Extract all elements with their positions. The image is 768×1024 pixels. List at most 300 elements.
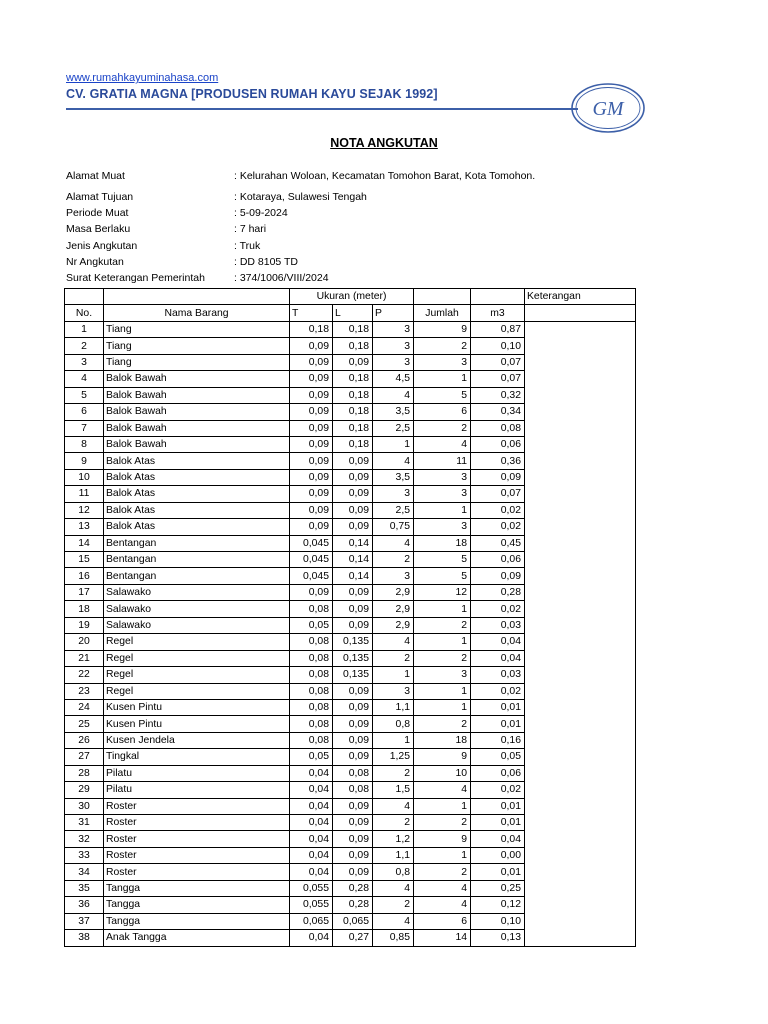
header-cell xyxy=(414,289,471,305)
cell-p: 4 xyxy=(373,880,414,896)
cell-p: 4 xyxy=(373,387,414,403)
cell-m3: 0,01 xyxy=(471,815,525,831)
cell-t: 0,09 xyxy=(290,453,333,469)
cell-l: 0,09 xyxy=(333,486,373,502)
cell-no: 8 xyxy=(65,436,104,452)
cell-p: 2 xyxy=(373,815,414,831)
table-row xyxy=(65,831,636,847)
cell-keterangan xyxy=(525,864,636,880)
cell-l: 0,09 xyxy=(333,798,373,814)
cell-t: 0,08 xyxy=(290,699,333,715)
cell-keterangan xyxy=(525,519,636,535)
cell-p: 2,9 xyxy=(373,601,414,617)
cell-keterangan xyxy=(525,338,636,354)
svg-text:GM: GM xyxy=(592,98,624,120)
cell-t: 0,045 xyxy=(290,552,333,568)
cell-l: 0,09 xyxy=(333,831,373,847)
cell-nama: Roster xyxy=(104,798,290,814)
cell-m3: 0,03 xyxy=(471,667,525,683)
cell-m3: 0,01 xyxy=(471,699,525,715)
cell-keterangan xyxy=(525,897,636,913)
cell-l: 0,08 xyxy=(333,765,373,781)
cell-jumlah: 1 xyxy=(414,683,471,699)
cell-nama: Roster xyxy=(104,847,290,863)
cell-no: 16 xyxy=(65,568,104,584)
cell-m3: 0,13 xyxy=(471,930,525,946)
header-ukuran: Ukuran (meter) xyxy=(290,289,414,305)
cell-t: 0,04 xyxy=(290,831,333,847)
cell-keterangan xyxy=(525,469,636,485)
table-row xyxy=(65,864,636,880)
cell-t: 0,065 xyxy=(290,913,333,929)
cell-nama: Regel xyxy=(104,650,290,666)
cell-t: 0,05 xyxy=(290,617,333,633)
cell-nama: Balok Atas xyxy=(104,469,290,485)
cell-nama: Roster xyxy=(104,864,290,880)
cell-t: 0,05 xyxy=(290,749,333,765)
cell-keterangan xyxy=(525,749,636,765)
cell-jumlah: 5 xyxy=(414,552,471,568)
cell-no: 24 xyxy=(65,699,104,715)
cell-nama: Salawako xyxy=(104,617,290,633)
table-row xyxy=(65,436,636,452)
cell-t: 0,09 xyxy=(290,502,333,518)
cell-t: 0,08 xyxy=(290,716,333,732)
table-row xyxy=(65,535,636,551)
cell-keterangan xyxy=(525,404,636,420)
cell-t: 0,18 xyxy=(290,321,333,337)
table-row xyxy=(65,387,636,403)
info-label: Alamat Tujuan xyxy=(66,191,134,203)
cell-no: 28 xyxy=(65,765,104,781)
header-cell xyxy=(65,289,104,305)
cell-keterangan xyxy=(525,880,636,896)
table-row xyxy=(65,930,636,946)
cell-keterangan xyxy=(525,354,636,370)
cell-l: 0,065 xyxy=(333,913,373,929)
cell-keterangan xyxy=(525,765,636,781)
cell-jumlah: 3 xyxy=(414,519,471,535)
cell-l: 0,09 xyxy=(333,502,373,518)
cell-nama: Salawako xyxy=(104,601,290,617)
cell-t: 0,09 xyxy=(290,338,333,354)
cell-m3: 0,01 xyxy=(471,798,525,814)
cell-m3: 0,10 xyxy=(471,913,525,929)
cell-no: 34 xyxy=(65,864,104,880)
cell-no: 27 xyxy=(65,749,104,765)
cell-p: 1,5 xyxy=(373,782,414,798)
cell-keterangan xyxy=(525,634,636,650)
cell-l: 0,09 xyxy=(333,354,373,370)
info-label: Masa Berlaku xyxy=(66,223,131,235)
cell-keterangan xyxy=(525,568,636,584)
cell-m3: 0,07 xyxy=(471,354,525,370)
cell-jumlah: 14 xyxy=(414,930,471,946)
cell-nama: Balok Atas xyxy=(104,453,290,469)
cell-no: 11 xyxy=(65,486,104,502)
table-row xyxy=(65,453,636,469)
cell-no: 6 xyxy=(65,404,104,420)
cell-m3: 0,09 xyxy=(471,568,525,584)
cell-l: 0,18 xyxy=(333,420,373,436)
table-row xyxy=(65,321,636,337)
cell-keterangan xyxy=(525,552,636,568)
cell-m3: 0,01 xyxy=(471,864,525,880)
info-label: Jenis Angkutan xyxy=(66,240,138,252)
cell-l: 0,09 xyxy=(333,732,373,748)
cell-no: 29 xyxy=(65,782,104,798)
cell-m3: 0,01 xyxy=(471,716,525,732)
cell-m3: 0,02 xyxy=(471,601,525,617)
cell-keterangan xyxy=(525,371,636,387)
cell-l: 0,09 xyxy=(333,699,373,715)
info-value: : 374/1006/VIII/2024 xyxy=(234,272,329,284)
cell-nama: Tangga xyxy=(104,913,290,929)
cell-nama: Balok Bawah xyxy=(104,387,290,403)
table-row xyxy=(65,667,636,683)
cell-no: 9 xyxy=(65,453,104,469)
table-row xyxy=(65,338,636,354)
cell-no: 14 xyxy=(65,535,104,551)
cell-jumlah: 2 xyxy=(414,716,471,732)
cell-p: 1,1 xyxy=(373,847,414,863)
website-link[interactable]: www.rumahkayuminahasa.com xyxy=(66,72,219,84)
cell-l: 0,09 xyxy=(333,519,373,535)
cell-p: 4 xyxy=(373,535,414,551)
info-value: : Kelurahan Woloan, Kecamatan Tomohon Barat, Kota Tomohon. xyxy=(234,170,536,182)
cell-no: 5 xyxy=(65,387,104,403)
cell-jumlah: 18 xyxy=(414,732,471,748)
cell-jumlah: 2 xyxy=(414,815,471,831)
cell-p: 3 xyxy=(373,568,414,584)
cell-l: 0,09 xyxy=(333,617,373,633)
cell-jumlah: 2 xyxy=(414,420,471,436)
info-label: Nr Angkutan xyxy=(66,256,124,268)
cell-keterangan xyxy=(525,815,636,831)
cell-t: 0,04 xyxy=(290,930,333,946)
table-row xyxy=(65,404,636,420)
cell-m3: 0,02 xyxy=(471,782,525,798)
cell-nama: Kusen Jendela xyxy=(104,732,290,748)
header-keterangan: Keterangan xyxy=(525,289,636,305)
cell-keterangan xyxy=(525,831,636,847)
cell-p: 2 xyxy=(373,650,414,666)
cell-t: 0,08 xyxy=(290,732,333,748)
cell-l: 0,09 xyxy=(333,716,373,732)
cell-keterangan xyxy=(525,502,636,518)
cell-p: 2 xyxy=(373,552,414,568)
table-row xyxy=(65,732,636,748)
cell-nama: Roster xyxy=(104,831,290,847)
cell-nama: Pilatu xyxy=(104,765,290,781)
cell-jumlah: 5 xyxy=(414,568,471,584)
cell-m3: 0,87 xyxy=(471,321,525,337)
cell-no: 20 xyxy=(65,634,104,650)
cell-nama: Anak Tangga xyxy=(104,930,290,946)
cell-m3: 0,12 xyxy=(471,897,525,913)
cell-m3: 0,07 xyxy=(471,486,525,502)
cell-jumlah: 1 xyxy=(414,798,471,814)
cell-nama: Pilatu xyxy=(104,782,290,798)
cell-t: 0,04 xyxy=(290,782,333,798)
cell-no: 1 xyxy=(65,321,104,337)
cell-t: 0,09 xyxy=(290,584,333,600)
cell-no: 36 xyxy=(65,897,104,913)
cell-l: 0,09 xyxy=(333,749,373,765)
cell-jumlah: 4 xyxy=(414,436,471,452)
cell-t: 0,08 xyxy=(290,650,333,666)
table-row xyxy=(65,601,636,617)
header-divider xyxy=(66,108,578,110)
cell-p: 2,5 xyxy=(373,420,414,436)
cell-nama: Balok Atas xyxy=(104,486,290,502)
cell-no: 23 xyxy=(65,683,104,699)
cell-jumlah: 10 xyxy=(414,765,471,781)
cell-nama: Roster xyxy=(104,815,290,831)
cell-keterangan xyxy=(525,798,636,814)
document-title: NOTA ANGKUTAN xyxy=(330,136,438,150)
table-row xyxy=(65,469,636,485)
cell-l: 0,09 xyxy=(333,815,373,831)
table-row xyxy=(65,897,636,913)
cell-m3: 0,45 xyxy=(471,535,525,551)
cell-l: 0,18 xyxy=(333,321,373,337)
cell-m3: 0,04 xyxy=(471,831,525,847)
info-label: Periode Muat xyxy=(66,207,129,219)
cell-t: 0,09 xyxy=(290,469,333,485)
cell-l: 0,09 xyxy=(333,683,373,699)
cell-no: 7 xyxy=(65,420,104,436)
cell-jumlah: 1 xyxy=(414,847,471,863)
table-row xyxy=(65,420,636,436)
cell-m3: 0,32 xyxy=(471,387,525,403)
cell-p: 3 xyxy=(373,486,414,502)
cell-nama: Balok Atas xyxy=(104,502,290,518)
cell-no: 25 xyxy=(65,716,104,732)
cell-m3: 0,00 xyxy=(471,847,525,863)
cell-m3: 0,08 xyxy=(471,420,525,436)
cell-jumlah: 6 xyxy=(414,404,471,420)
cell-m3: 0,06 xyxy=(471,765,525,781)
cell-no: 2 xyxy=(65,338,104,354)
table-row xyxy=(65,782,636,798)
cell-jumlah: 6 xyxy=(414,913,471,929)
cell-l: 0,09 xyxy=(333,469,373,485)
cell-t: 0,04 xyxy=(290,847,333,863)
cell-keterangan xyxy=(525,486,636,502)
cell-p: 3 xyxy=(373,338,414,354)
cell-t: 0,08 xyxy=(290,634,333,650)
cell-p: 2 xyxy=(373,897,414,913)
cell-keterangan xyxy=(525,847,636,863)
cell-p: 1 xyxy=(373,732,414,748)
cell-jumlah: 1 xyxy=(414,634,471,650)
cell-no: 4 xyxy=(65,371,104,387)
table-row xyxy=(65,913,636,929)
cell-m3: 0,10 xyxy=(471,338,525,354)
cell-no: 17 xyxy=(65,584,104,600)
table-row xyxy=(65,815,636,831)
cell-no: 3 xyxy=(65,354,104,370)
cell-nama: Tangga xyxy=(104,897,290,913)
cell-keterangan xyxy=(525,453,636,469)
table-row xyxy=(65,502,636,518)
cell-nama: Balok Bawah xyxy=(104,436,290,452)
cell-p: 0,8 xyxy=(373,864,414,880)
table-row xyxy=(65,650,636,666)
cell-p: 4,5 xyxy=(373,371,414,387)
table-row xyxy=(65,552,636,568)
cell-nama: Regel xyxy=(104,683,290,699)
cell-nama: Regel xyxy=(104,667,290,683)
cell-no: 37 xyxy=(65,913,104,929)
cell-no: 30 xyxy=(65,798,104,814)
cell-p: 1,25 xyxy=(373,749,414,765)
table-row xyxy=(65,634,636,650)
info-value: : DD 8105 TD xyxy=(234,256,298,268)
cell-jumlah: 18 xyxy=(414,535,471,551)
cell-t: 0,04 xyxy=(290,815,333,831)
cell-m3: 0,28 xyxy=(471,584,525,600)
table-row xyxy=(65,749,636,765)
cell-m3: 0,04 xyxy=(471,650,525,666)
cell-keterangan xyxy=(525,387,636,403)
table-row xyxy=(65,699,636,715)
cell-m3: 0,07 xyxy=(471,371,525,387)
cell-l: 0,28 xyxy=(333,880,373,896)
cell-p: 4 xyxy=(373,798,414,814)
cell-p: 2 xyxy=(373,765,414,781)
cell-no: 33 xyxy=(65,847,104,863)
cell-no: 19 xyxy=(65,617,104,633)
cell-t: 0,09 xyxy=(290,387,333,403)
cell-t: 0,09 xyxy=(290,486,333,502)
cell-jumlah: 5 xyxy=(414,387,471,403)
cell-p: 4 xyxy=(373,913,414,929)
cell-nama: Tiang xyxy=(104,321,290,337)
cell-m3: 0,03 xyxy=(471,617,525,633)
cell-no: 15 xyxy=(65,552,104,568)
cell-keterangan xyxy=(525,650,636,666)
cell-p: 3,5 xyxy=(373,404,414,420)
cell-nama: Bentangan xyxy=(104,568,290,584)
cell-jumlah: 2 xyxy=(414,650,471,666)
cell-t: 0,04 xyxy=(290,864,333,880)
cell-jumlah: 2 xyxy=(414,338,471,354)
company-name: CV. GRATIA MAGNA [PRODUSEN RUMAH KAYU SEJAK 1992] xyxy=(66,87,438,101)
header-cell xyxy=(525,305,636,321)
cell-keterangan xyxy=(525,683,636,699)
cell-m3: 0,06 xyxy=(471,436,525,452)
table-row xyxy=(65,371,636,387)
table-row xyxy=(65,716,636,732)
cell-no: 31 xyxy=(65,815,104,831)
cell-no: 10 xyxy=(65,469,104,485)
cell-jumlah: 12 xyxy=(414,584,471,600)
cell-jumlah: 4 xyxy=(414,880,471,896)
cell-p: 0,8 xyxy=(373,716,414,732)
cell-nama: Tiang xyxy=(104,338,290,354)
cell-l: 0,135 xyxy=(333,634,373,650)
cell-nama: Balok Atas xyxy=(104,519,290,535)
cell-nama: Balok Bawah xyxy=(104,371,290,387)
cell-jumlah: 3 xyxy=(414,486,471,502)
info-value: : Truk xyxy=(234,240,261,252)
cell-p: 2,9 xyxy=(373,584,414,600)
cell-keterangan xyxy=(525,930,636,946)
cell-t: 0,045 xyxy=(290,568,333,584)
cell-no: 38 xyxy=(65,930,104,946)
cell-nama: Tiang xyxy=(104,354,290,370)
cell-nama: Kusen Pintu xyxy=(104,716,290,732)
cell-keterangan xyxy=(525,716,636,732)
table-row xyxy=(65,568,636,584)
cell-m3: 0,34 xyxy=(471,404,525,420)
cell-keterangan xyxy=(525,584,636,600)
cell-no: 12 xyxy=(65,502,104,518)
cell-l: 0,18 xyxy=(333,371,373,387)
cell-nama: Salawako xyxy=(104,584,290,600)
info-value: : Kotaraya, Sulawesi Tengah xyxy=(234,191,367,203)
table-row xyxy=(65,847,636,863)
cell-jumlah: 3 xyxy=(414,667,471,683)
cell-jumlah: 3 xyxy=(414,469,471,485)
cell-jumlah: 1 xyxy=(414,699,471,715)
cell-m3: 0,06 xyxy=(471,552,525,568)
cell-t: 0,04 xyxy=(290,765,333,781)
cell-keterangan xyxy=(525,420,636,436)
cell-t: 0,055 xyxy=(290,880,333,896)
cell-no: 26 xyxy=(65,732,104,748)
cell-keterangan xyxy=(525,321,636,337)
header-l: L xyxy=(333,305,373,321)
cell-t: 0,04 xyxy=(290,798,333,814)
items-table xyxy=(64,288,636,947)
cell-m3: 0,02 xyxy=(471,502,525,518)
header-nama: Nama Barang xyxy=(104,305,290,321)
cell-nama: Tingkal xyxy=(104,749,290,765)
cell-no: 13 xyxy=(65,519,104,535)
cell-jumlah: 9 xyxy=(414,831,471,847)
table-row xyxy=(65,798,636,814)
info-value: : 7 hari xyxy=(234,223,267,235)
cell-p: 1 xyxy=(373,436,414,452)
table-row xyxy=(65,880,636,896)
cell-l: 0,18 xyxy=(333,338,373,354)
company-logo xyxy=(570,82,646,134)
header-t: T xyxy=(290,305,333,321)
cell-keterangan xyxy=(525,913,636,929)
cell-l: 0,14 xyxy=(333,568,373,584)
cell-p: 2,5 xyxy=(373,502,414,518)
cell-jumlah: 2 xyxy=(414,617,471,633)
info-label: Alamat Muat xyxy=(66,170,125,182)
cell-jumlah: 1 xyxy=(414,371,471,387)
cell-l: 0,14 xyxy=(333,535,373,551)
cell-nama: Balok Bawah xyxy=(104,404,290,420)
cell-l: 0,09 xyxy=(333,601,373,617)
cell-t: 0,045 xyxy=(290,535,333,551)
cell-l: 0,27 xyxy=(333,930,373,946)
cell-jumlah: 4 xyxy=(414,897,471,913)
cell-no: 35 xyxy=(65,880,104,896)
table-row xyxy=(65,584,636,600)
cell-jumlah: 2 xyxy=(414,864,471,880)
cell-t: 0,09 xyxy=(290,404,333,420)
cell-m3: 0,05 xyxy=(471,749,525,765)
cell-no: 32 xyxy=(65,831,104,847)
cell-nama: Bentangan xyxy=(104,535,290,551)
